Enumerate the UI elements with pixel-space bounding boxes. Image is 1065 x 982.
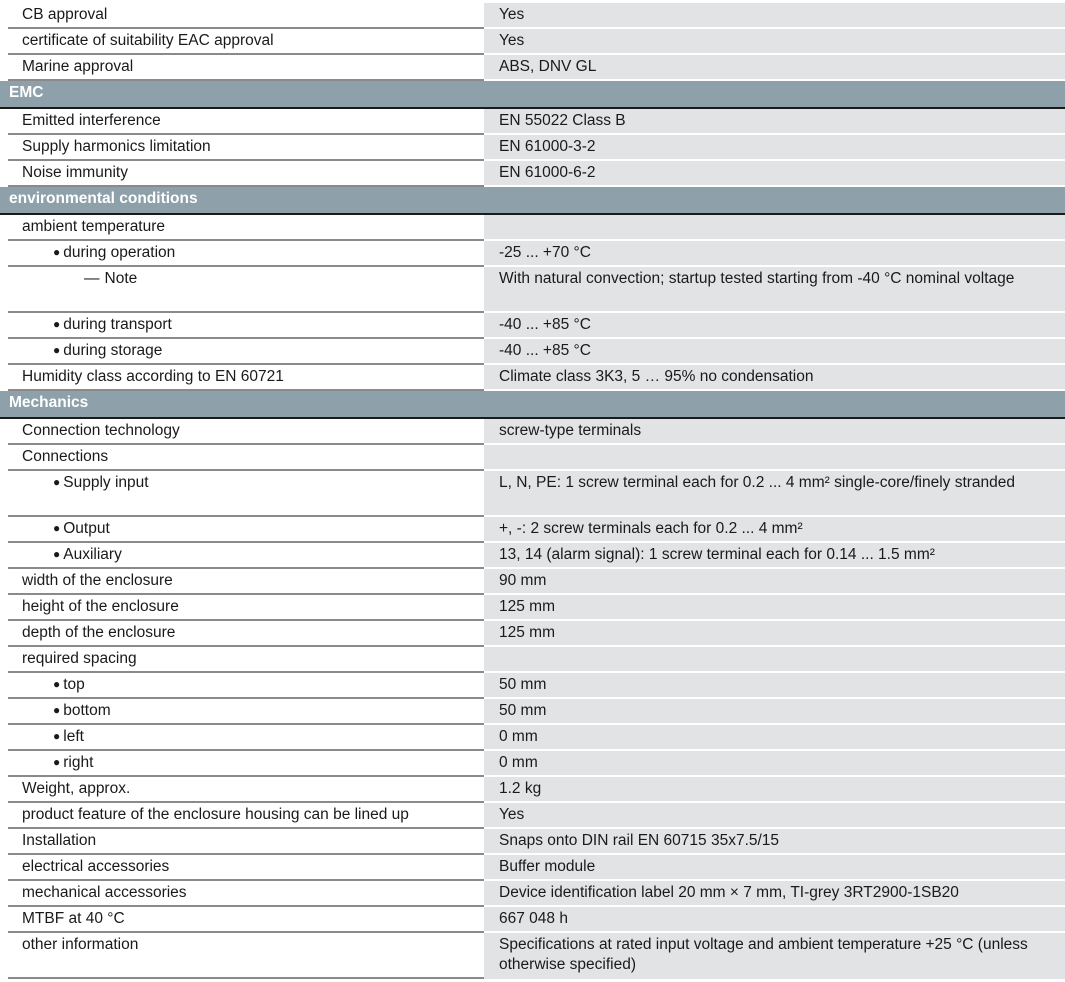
spec-row — [0, 543, 1065, 569]
spec-value: 0 mm — [484, 725, 1065, 751]
spec-label: product feature of the enclosure housing can be lined up — [0, 803, 484, 829]
spec-value — [484, 445, 1065, 471]
spec-label: height of the enclosure — [0, 595, 484, 621]
spec-value: ABS, DNV GL — [484, 55, 1065, 81]
spec-row — [0, 109, 1065, 135]
spec-value: EN 55022 Class B — [484, 109, 1065, 135]
spec-value: Buffer module — [484, 855, 1065, 881]
spec-value: -40 ... +85 °C — [484, 313, 1065, 339]
spec-label: Connection technology — [0, 419, 484, 445]
spec-label: width of the enclosure — [0, 569, 484, 595]
spec-row — [0, 3, 1065, 29]
spec-row — [0, 647, 1065, 673]
spec-label: MTBF at 40 °C — [0, 907, 484, 933]
spec-label: ● during transport — [0, 313, 484, 339]
spec-label: Marine approval — [0, 55, 484, 81]
spec-value — [484, 215, 1065, 241]
spec-value: 90 mm — [484, 569, 1065, 595]
spec-value: Yes — [484, 3, 1065, 29]
section-header-environmental: environmental conditions — [0, 187, 1065, 215]
spec-row — [0, 881, 1065, 907]
spec-label: — Note — [0, 267, 484, 313]
spec-value: EN 61000-3-2 — [484, 135, 1065, 161]
spec-value: Specifications at rated input voltage and ambient temperature +25 °C (unless otherwise specified) — [484, 933, 1065, 979]
spec-label: Humidity class according to EN 60721 — [0, 365, 484, 391]
spec-row — [0, 29, 1065, 55]
spec-value: 667 048 h — [484, 907, 1065, 933]
spec-label: Noise immunity — [0, 161, 484, 187]
spec-row — [0, 445, 1065, 471]
section-header-emc: EMC — [0, 81, 1065, 109]
spec-value: 125 mm — [484, 621, 1065, 647]
spec-row — [0, 215, 1065, 241]
spec-label: ● left — [0, 725, 484, 751]
spec-row — [0, 419, 1065, 445]
spec-value: 125 mm — [484, 595, 1065, 621]
spec-label: ● Supply input — [0, 471, 484, 517]
spec-value: L, N, PE: 1 screw terminal each for 0.2 ... 4 mm² single-core/finely stranded — [484, 471, 1065, 517]
spec-row — [0, 517, 1065, 543]
spec-row — [0, 803, 1065, 829]
spec-row — [0, 933, 1065, 979]
spec-row — [0, 673, 1065, 699]
spec-label: ● during storage — [0, 339, 484, 365]
section-header-mechanics: Mechanics — [0, 391, 1065, 419]
spec-row — [0, 135, 1065, 161]
spec-row — [0, 313, 1065, 339]
spec-label: CB approval — [0, 3, 484, 29]
spec-value: Yes — [484, 803, 1065, 829]
spec-row — [0, 725, 1065, 751]
spec-label: other information — [0, 933, 484, 979]
spec-label: Weight, approx. — [0, 777, 484, 803]
spec-value: Yes — [484, 29, 1065, 55]
spec-label: ● during operation — [0, 241, 484, 267]
spec-value: -25 ... +70 °C — [484, 241, 1065, 267]
spec-value: 1.2 kg — [484, 777, 1065, 803]
spec-row — [0, 595, 1065, 621]
spec-value: With natural convection; startup tested starting from -40 °C nominal voltage — [484, 267, 1065, 313]
spec-label: Connections — [0, 445, 484, 471]
spec-value: 50 mm — [484, 673, 1065, 699]
spec-label: ambient temperature — [0, 215, 484, 241]
spec-label: ● Auxiliary — [0, 543, 484, 569]
spec-label: ● right — [0, 751, 484, 777]
spec-label: Installation — [0, 829, 484, 855]
spec-row — [0, 161, 1065, 187]
spec-value: 0 mm — [484, 751, 1065, 777]
spec-row — [0, 365, 1065, 391]
spec-row — [0, 267, 1065, 313]
spec-row — [0, 569, 1065, 595]
spec-value: screw-type terminals — [484, 419, 1065, 445]
spec-label: Supply harmonics limitation — [0, 135, 484, 161]
spec-value: +, -: 2 screw terminals each for 0.2 ... 4 mm² — [484, 517, 1065, 543]
spec-row — [0, 621, 1065, 647]
spec-label: Emitted interference — [0, 109, 484, 135]
spec-label: ● bottom — [0, 699, 484, 725]
spec-label: ● Output — [0, 517, 484, 543]
spec-row — [0, 55, 1065, 81]
spec-value — [484, 647, 1065, 673]
spec-row — [0, 699, 1065, 725]
spec-row — [0, 829, 1065, 855]
spec-value: 50 mm — [484, 699, 1065, 725]
spec-value: EN 61000-6-2 — [484, 161, 1065, 187]
spec-row — [0, 241, 1065, 267]
spec-label: mechanical accessories — [0, 881, 484, 907]
spec-label: depth of the enclosure — [0, 621, 484, 647]
spec-value: -40 ... +85 °C — [484, 339, 1065, 365]
spec-value: Snaps onto DIN rail EN 60715 35x7.5/15 — [484, 829, 1065, 855]
spec-label: ● top — [0, 673, 484, 699]
spec-row — [0, 751, 1065, 777]
spec-label: required spacing — [0, 647, 484, 673]
spec-value: Climate class 3K3, 5 … 95% no condensation — [484, 365, 1065, 391]
spec-label: electrical accessories — [0, 855, 484, 881]
spec-row — [0, 907, 1065, 933]
spec-value: Device identification label 20 mm × 7 mm, TI-grey 3RT2900-1SB20 — [484, 881, 1065, 907]
spec-value: 13, 14 (alarm signal): 1 screw terminal each for 0.14 ... 1.5 mm² — [484, 543, 1065, 569]
spec-row — [0, 855, 1065, 881]
spec-label: certificate of suitability EAC approval — [0, 29, 484, 55]
spec-row — [0, 471, 1065, 517]
spec-row — [0, 339, 1065, 365]
spec-row — [0, 777, 1065, 803]
